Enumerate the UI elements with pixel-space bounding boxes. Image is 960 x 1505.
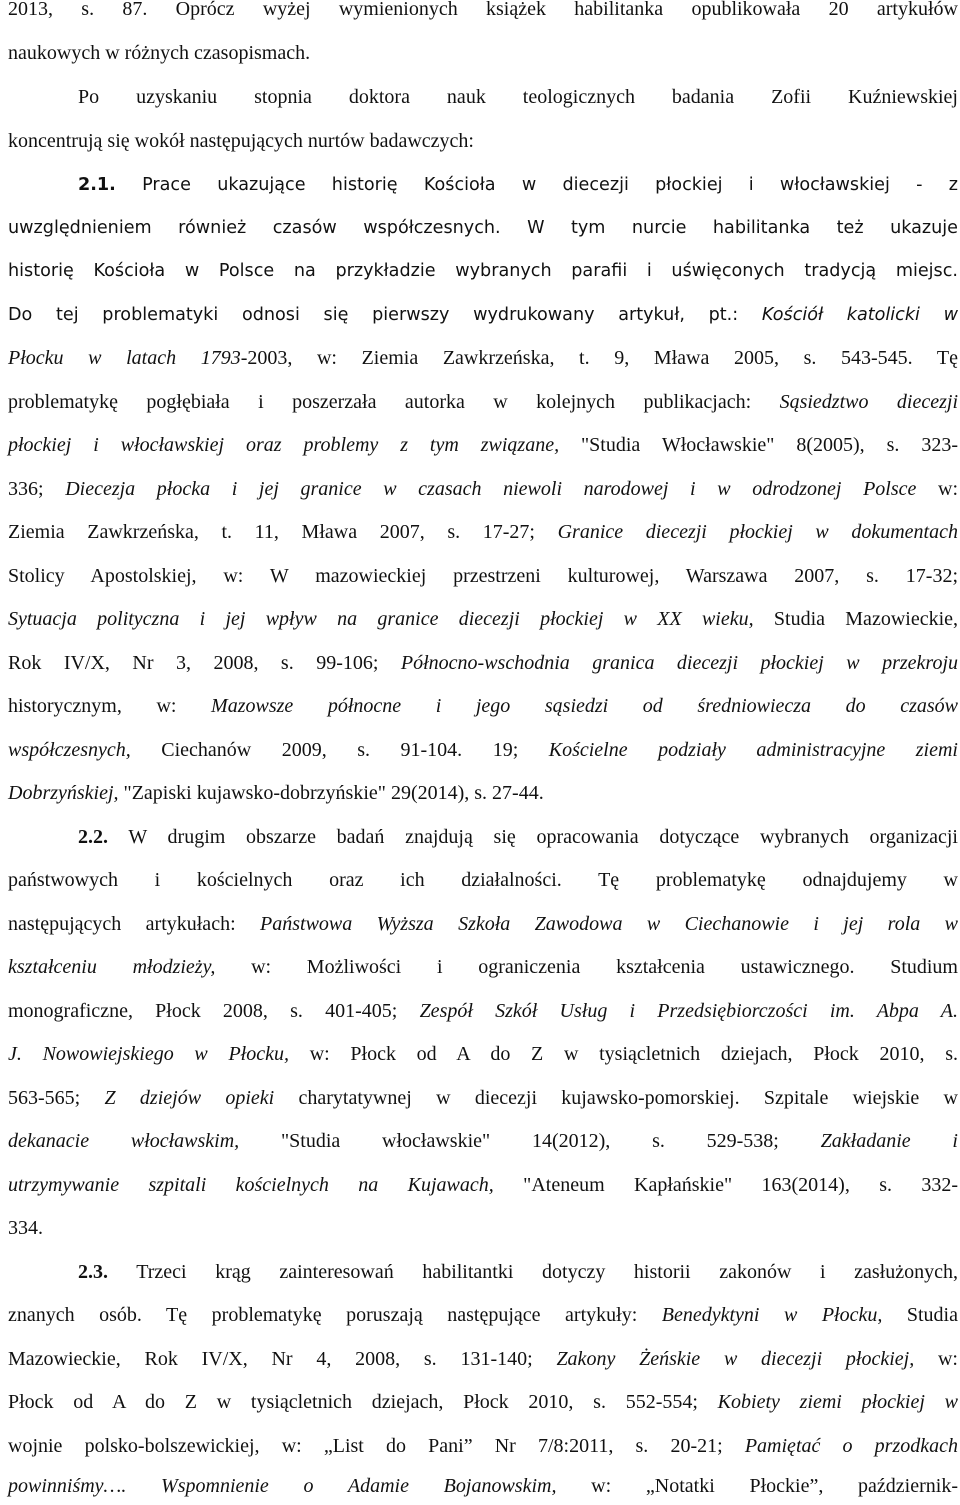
section-heading-2-1: 2.1. Prace ukazujące historię Kościoła w diecezji płockiej i włocławskiej - z <box>78 175 958 195</box>
text-line: Mazowieckie, Rok IV/X, Nr 4, 2008, s. 131-140; Zakony Żeńskie w diecezji płockiej, w: <box>8 1348 958 1370</box>
article-title: Mazowsze północne i jego sąsiedzi od średniowiecza do czasów <box>211 695 958 717</box>
article-title: Sąsiedztwo diecezji <box>779 391 958 413</box>
text-line: 334. <box>8 1217 43 1239</box>
text-line: koncentrują się wokół następujących nurtów badawczych: <box>8 130 474 152</box>
text-line: 336; Diecezja płocka i jej granice w czasach niewoli narodowej i w odrodzonej Polsce w: <box>8 478 959 500</box>
article-title: J. Nowowiejskiego w Płocku, <box>8 1043 289 1065</box>
text-line: powinniśmy…. Wspomnienie o Adamie Bojanowskim, w: „Notatki Płockie”, październik- <box>8 1475 958 1497</box>
article-title: dekanacie włocławskim, <box>8 1130 240 1152</box>
text-line: wojnie polsko-bolszewickiej, w: „List do Pani” Nr 7/8:2011, s. 20-21; Pamiętać o przodkach <box>8 1435 958 1457</box>
article-title: Kobiety ziemi płockiej w <box>717 1391 958 1413</box>
text-line: utrzymywanie szpitali kościelnych na Kujawach, "Ateneum Kapłańskie" 163(2014), s. 332- <box>8 1174 959 1196</box>
article-title: współczesnych, <box>8 739 131 761</box>
text-line: uwzględnieniem również czasów współczesnych. W tym nurcie habilitanka też ukazuje <box>8 218 958 238</box>
text-line: Sytuacja polityczna i jej wpływ na granice diecezji płockiej w XX wieku, Studia Mazowieckie, <box>8 608 959 630</box>
article-title: Pamiętać o przodkach <box>744 1435 958 1457</box>
text-line: 563-565; Z dziejów opieki charytatywnej w diecezji kujawsko-pomorskiej. Szpitale wiejskie w <box>8 1087 959 1109</box>
text-line: Dobrzyńskiej, "Zapiski kujawsko-dobrzyńskie" 29(2014), s. 27-44. <box>8 782 544 804</box>
article-title: Z dziejów opieki <box>104 1087 275 1109</box>
text-line: płockiej i włocławskiej oraz problemy z tym związane, "Studia Włocławskie" 8(2005), s. 323- <box>8 434 958 456</box>
text-line: historię Kościoła w Polsce na przykładzie wybranych parafii i uświęconych tradycją miejsc. <box>8 261 958 281</box>
section-number: 2.1. <box>78 175 116 195</box>
text-line: państwowych i kościelnych oraz ich działalności. Tę problematykę odnajdujemy w <box>8 869 958 891</box>
article-title: Granice diecezji płockiej w dokumentach <box>557 521 958 543</box>
text-line: dekanacie włocławskim, "Studia włocławskie" 14(2012), s. 529-538; Zakładanie i <box>8 1130 958 1152</box>
text-line: Płocku w latach 1793-2003, w: Ziemia Zawkrzeńska, t. 9, Mława 2005, s. 543-545. Tę <box>8 347 959 369</box>
text-line: 2013, s. 87. Oprócz wyżej wymienionych książek habilitanka opublikowała 20 artykułów <box>8 0 958 20</box>
article-title: kształceniu młodzieży, <box>8 956 216 978</box>
article-title: Kościół katolicki w <box>761 305 959 325</box>
article-title: Sytuacja polityczna i jej wpływ na granice diecezji płockiej w XX wieku, <box>8 608 754 630</box>
text-line: Do tej problematyki odnosi się pierwszy wydrukowany artykuł, pt.: Kościół katolicki w <box>8 305 959 325</box>
article-title: Płocku w latach 1793 <box>8 347 241 369</box>
section-number: 2.3. <box>78 1261 108 1283</box>
text-line: naukowych w różnych czasopismach. <box>8 42 311 64</box>
article-title: Diecezja płocka i jej granice w czasach niewoli narodowej i w odrodzonej Polsce <box>65 478 917 500</box>
text-line: znanych osób. Tę problematykę poruszają następujące artykuły: Benedyktyni w Płocku, Studia <box>8 1304 958 1326</box>
article-title: Zakony Żeńskie w diecezji płockiej, <box>556 1348 915 1370</box>
article-title: Państwowa Wyższa Szkoła Zawodowa w Ciechanowie i jej rola w <box>260 913 958 935</box>
section-heading-2-2: 2.2. W drugim obszarze badań znajdują się opracowania dotyczące wybranych organizacji <box>78 826 958 848</box>
article-title: Zakładanie i <box>820 1130 958 1152</box>
text-line: Po uzyskaniu stopnia doktora nauk teologicznych badania Zofii Kuźniewskiej <box>78 86 958 108</box>
article-title: Dobrzyńskiej, <box>8 782 119 804</box>
article-title: Benedyktyni w Płocku, <box>661 1304 883 1326</box>
text-line: Płock od A do Z w tysiącletnich dziejach, Płock 2010, s. 552-554; Kobiety ziemi płockiej w <box>8 1391 958 1413</box>
article-title: utrzymywanie szpitali kościelnych na Kujawach, <box>8 1174 494 1196</box>
article-title: Zespół Szkół Usług i Przedsiębiorczości im. Abpa A. <box>419 1000 958 1022</box>
text-line: Stolicy Apostolskiej, w: W mazowieckiej przestrzeni kulturowej, Warszawa 2007, s. 17-32; <box>8 565 958 587</box>
section-number: 2.2. <box>78 826 108 848</box>
section-heading-2-3: 2.3. Trzeci krąg zainteresowań habilitantki dotyczy historii zakonów i zasłużonych, <box>78 1261 958 1283</box>
text-line: Rok IV/X, Nr 3, 2008, s. 99-106; Północno-wschodnia granica diecezji płockiej w przekroju <box>8 652 958 674</box>
text-line: kształceniu młodzieży, w: Możliwości i ograniczenia kształcenia ustawicznego. Studium <box>8 956 958 978</box>
text-line: monograficzne, Płock 2008, s. 401-405; Zespół Szkół Usług i Przedsiębiorczości im. Abpa A. <box>8 1000 958 1022</box>
text-line: następujących artykułach: Państwowa Wyższa Szkoła Zawodowa w Ciechanowie i jej rola w <box>8 913 958 935</box>
article-title: powinniśmy…. Wspomnienie o Adamie Bojanowskim, <box>8 1475 557 1497</box>
article-title: Północno-wschodnia granica diecezji płockiej w przekroju <box>400 652 958 674</box>
article-title: Kościelne podziały administracyjne ziemi <box>548 739 958 761</box>
text-line: Ziemia Zawkrzeńska, t. 11, Mława 2007, s. 17-27; Granice diecezji płockiej w dokumentach <box>8 521 958 543</box>
text-line: problematykę pogłębiała i poszerzała autorka w kolejnych publikacjach: Sąsiedztwo diecezji <box>8 391 958 413</box>
text-line: historycznym, w: Mazowsze północne i jego sąsiedzi od średniowiecza do czasów <box>8 695 958 717</box>
text-line: J. Nowowiejskiego w Płocku, w: Płock od A do Z w tysiącletnich dziejach, Płock 2010, s. <box>8 1043 958 1065</box>
text-line: współczesnych, Ciechanów 2009, s. 91-104. 19; Kościelne podziały administracyjne ziemi <box>8 739 958 761</box>
article-title: płockiej i włocławskiej oraz problemy z tym związane, <box>8 434 560 456</box>
